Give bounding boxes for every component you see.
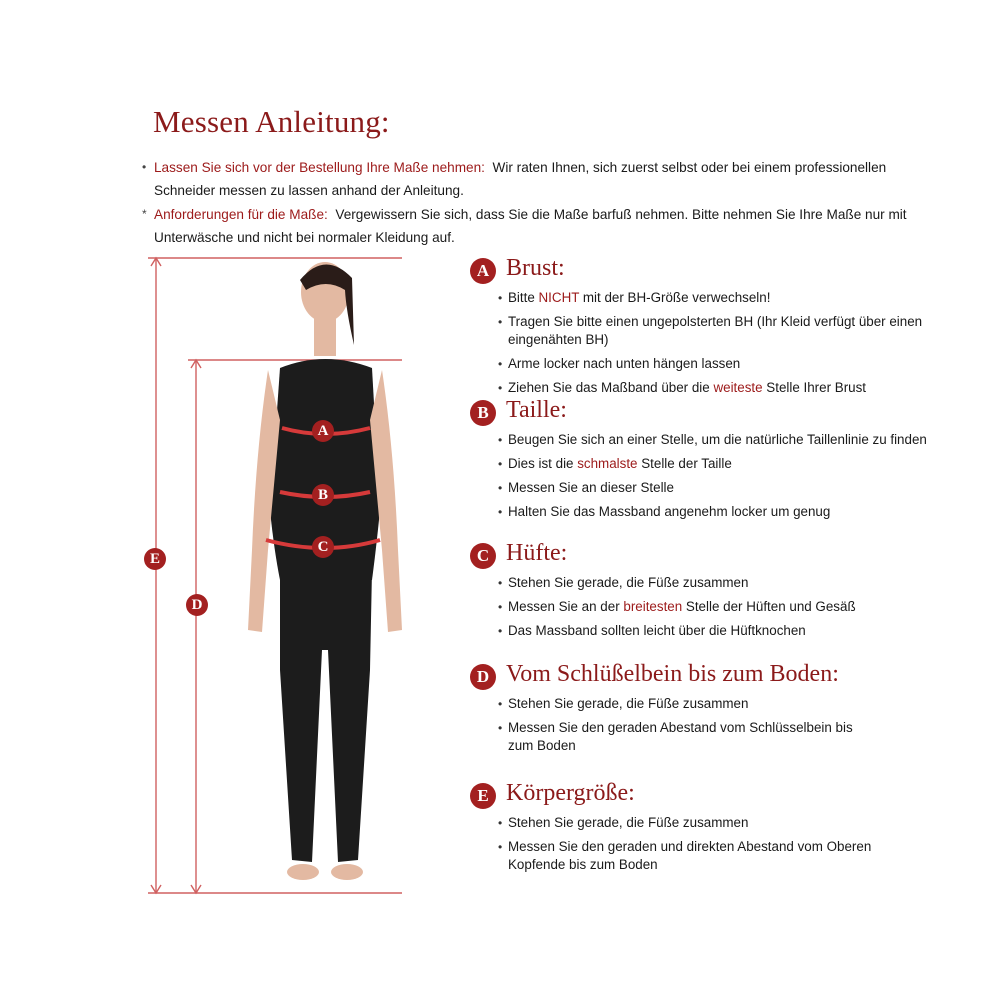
page-title: Messen Anleitung: [153,104,390,139]
list-item: • Dies ist die schmalste Stelle der Taille [498,456,732,471]
body-figure [140,250,450,900]
section-koerpergroesse [470,780,970,880]
list-item: • Messen Sie den geraden und direkten Abestand vom Oberen Kopfende bis zum Boden [498,839,872,872]
section-huefte [470,540,970,646]
intro-highlight: Anforderungen für die Maße: [154,207,328,222]
bullet: • [142,160,147,174]
silhouette [248,262,402,880]
figure-label-a: A [312,420,334,442]
figure-label-c: C [312,536,334,558]
section-letter-badge: C [470,543,496,569]
list-item: • Stehen Sie gerade, die Füße zusammen [498,696,749,711]
list-item: • Ziehen Sie das Maßband über die weiteste Stelle Ihrer Brust [498,380,867,395]
section-schluesselbein [470,661,970,761]
section-brust [470,255,970,403]
intro-text: Vergewissern Sie sich, dass Sie die Maße barfuß nehmen. Bitte nehmen Sie Ihre Maße nur mit Unterwäsche und nicht bei normaler Kleidung auf. [154,207,907,245]
list-item: • Stehen Sie gerade, die Füße zusammen [498,575,749,590]
bullet: * [142,207,147,221]
section-letter-badge: A [470,258,496,284]
intro-item-1 [142,156,932,202]
list-item: • Beugen Sie sich an einer Stelle, um die natürliche Taillenlinie zu finden [498,432,927,447]
section-heading: Taille: [506,397,567,423]
list-item: • Halten Sie das Massband angenehm locker um genug [498,504,831,519]
section-heading: Hüfte: [506,540,568,566]
section-heading: Körpergröße: [506,780,635,806]
intro-highlight: Lassen Sie sich vor der Bestellung Ihre Maße nehmen: [154,160,485,175]
section-letter-badge: B [470,400,496,426]
section-heading: Vom Schlüßelbein bis zum Boden: [506,661,839,687]
figure-label-d: D [186,594,208,616]
intro-item-2 [142,203,932,249]
intro-text: Wir raten Ihnen, sich zuerst selbst oder bei einem professionellen Schneider messen zu lassen anhand der Anleitung. [154,160,887,198]
section-letter-badge: D [470,664,496,690]
list-item: • Messen Sie an der breitesten Stelle der Hüften und Gesäß [498,599,856,614]
section-letter-badge: E [470,783,496,809]
body-illustration [140,250,450,900]
figure-label-e: E [144,548,166,570]
list-item: • Messen Sie an dieser Stelle [498,480,674,495]
list-item: • Bitte NICHT mit der BH-Größe verwechseln! [498,290,771,305]
list-item: • Tragen Sie bitte einen ungepolsterten BH (Ihr Kleid verfügt über einen eingenähten BH) [498,314,923,347]
list-item: • Arme locker nach unten hängen lassen [498,356,741,371]
list-item: • Messen Sie den geraden Abestand vom Schlüsselbein bis zum Boden [498,720,853,753]
section-taille [470,397,970,527]
list-item: • Stehen Sie gerade, die Füße zusammen [498,815,749,830]
section-heading: Brust: [506,255,565,281]
list-item: • Das Massband sollten leicht über die Hüftknochen [498,623,806,638]
figure-label-b: B [312,484,334,506]
